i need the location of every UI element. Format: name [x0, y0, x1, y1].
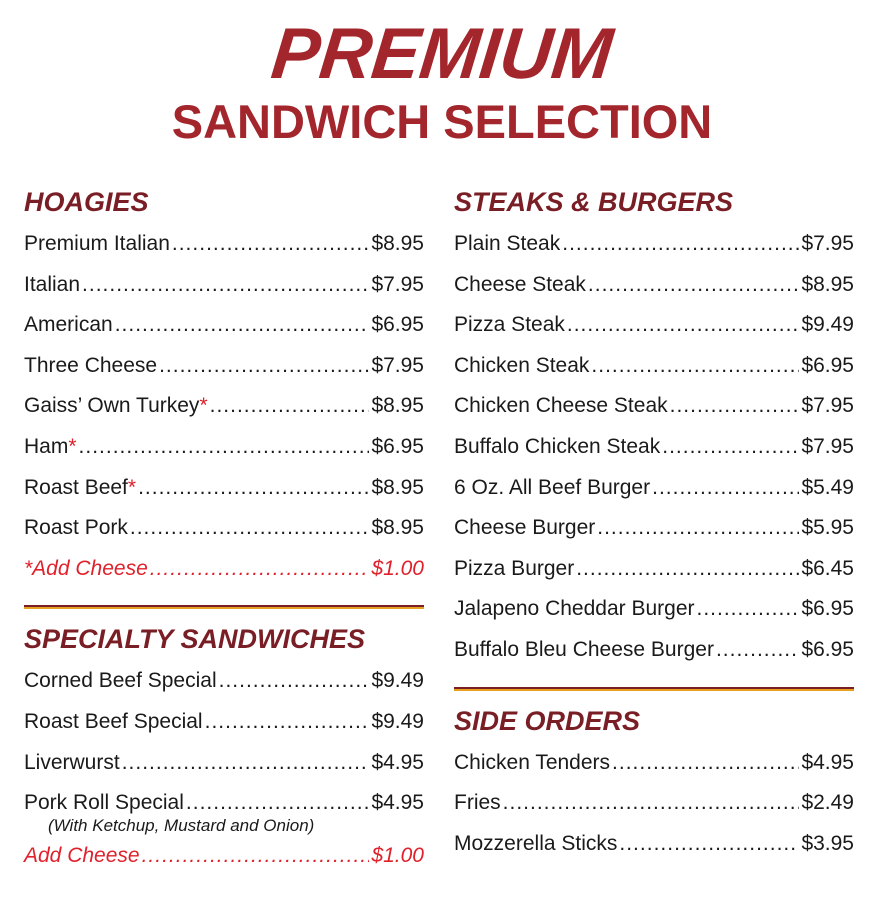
item-price: $5.49	[801, 475, 854, 499]
item-price: $8.95	[371, 394, 424, 418]
item-price: $2.49	[801, 791, 854, 815]
item-note: (With Ketchup, Mustard and Onion)	[48, 815, 315, 835]
item-name: Roast Pork	[24, 516, 128, 540]
item-name: Ham*	[24, 434, 77, 458]
item-name: Liverwurst	[24, 750, 120, 774]
dot-leader	[138, 468, 369, 508]
menu-item	[24, 265, 424, 306]
dot-leader	[150, 549, 370, 589]
dot-leader	[562, 224, 799, 264]
item-price: $4.95	[371, 791, 424, 815]
addon-name: Add Cheese	[24, 843, 140, 867]
add-cheese-line	[24, 836, 424, 877]
dot-leader	[612, 743, 799, 783]
item-price: $3.95	[801, 831, 854, 855]
menu-item	[24, 305, 424, 346]
item-name: 6 Oz. All Beef Burger	[454, 475, 651, 499]
item-price: $4.95	[801, 750, 854, 774]
menu-item	[454, 743, 854, 784]
section-title-steaks: STEAKS & BURGERS	[454, 187, 734, 217]
menu-item	[454, 468, 854, 509]
dot-leader	[576, 549, 799, 589]
item-name: Pork Roll Special	[24, 791, 184, 815]
dot-leader	[172, 224, 370, 264]
dot-leader	[142, 836, 370, 876]
item-price: $6.95	[801, 637, 854, 661]
section-title-specialty: SPECIALTY SANDWICHES	[24, 624, 366, 655]
item-price: $9.49	[801, 313, 854, 337]
item-price: $8.95	[371, 232, 424, 255]
item-name: Mozzerella Sticks	[454, 831, 618, 855]
dot-leader	[662, 427, 799, 467]
menu-item	[454, 427, 854, 468]
menu-item	[24, 702, 424, 743]
dot-leader	[670, 386, 800, 426]
section-divider	[454, 687, 854, 691]
addon-price: $1.00	[371, 843, 424, 867]
right-column	[454, 184, 854, 864]
item-name: Chicken Tenders	[454, 750, 611, 774]
menu-item	[454, 265, 854, 306]
item-name: Corned Beef Special	[24, 669, 217, 693]
dot-leader	[205, 702, 370, 742]
item-price: $6.95	[371, 313, 424, 337]
dot-leader	[159, 346, 369, 386]
menu-item	[454, 305, 854, 346]
dot-leader	[210, 386, 370, 426]
dot-leader	[79, 427, 370, 467]
item-price: $6.95	[371, 434, 424, 458]
section-divider	[24, 605, 424, 609]
dot-leader	[567, 305, 800, 345]
item-price: $8.95	[801, 272, 854, 296]
item-name: Premium Italian	[24, 232, 170, 255]
item-name: Roast Beef*	[24, 475, 137, 499]
menu-item	[454, 630, 854, 671]
item-name: Buffalo Bleu Cheese Burger	[454, 637, 714, 661]
item-name: American	[24, 313, 113, 337]
item-name: Buffalo Chicken Steak	[454, 434, 661, 458]
item-price: $8.95	[371, 475, 424, 499]
item-name: Fries	[454, 791, 501, 815]
item-price: $9.49	[371, 669, 424, 693]
dot-leader	[591, 346, 799, 386]
menu-item	[454, 549, 854, 590]
menu-item	[24, 346, 424, 387]
dot-leader	[130, 508, 370, 548]
item-name: Roast Beef Special	[24, 709, 203, 733]
dot-leader	[115, 305, 370, 345]
item-price: $7.95	[801, 232, 854, 255]
item-price: $8.95	[371, 516, 424, 540]
menu-item	[24, 224, 424, 265]
item-name: Plain Steak	[454, 232, 561, 255]
dot-leader	[503, 783, 800, 823]
dot-leader	[652, 468, 799, 508]
dot-leader	[619, 824, 799, 864]
menu-subtitle: SANDWICH SELECTION	[171, 95, 713, 148]
item-price: $7.95	[801, 394, 854, 418]
menu-item	[454, 824, 854, 865]
dot-leader	[697, 589, 800, 629]
item-name: Italian	[24, 272, 81, 296]
menu-title: PREMIUM	[267, 14, 617, 94]
menu-item	[24, 386, 424, 427]
menu-item	[454, 783, 854, 824]
dot-leader	[588, 265, 800, 305]
left-column	[24, 184, 424, 876]
item-name: Chicken Steak	[454, 353, 590, 377]
item-name: Jalapeno Cheddar Burger	[454, 597, 695, 621]
addon-price: $1.00	[371, 556, 424, 580]
dot-leader	[716, 630, 799, 670]
item-price: $6.45	[801, 556, 854, 580]
item-price: $5.95	[801, 516, 854, 540]
dot-leader	[219, 661, 370, 701]
item-price: $7.95	[371, 353, 424, 377]
item-price: $7.95	[801, 434, 854, 458]
menu-item	[454, 508, 854, 549]
addon-name: *Add Cheese	[24, 556, 148, 580]
menu-item	[24, 468, 424, 509]
item-name: Pizza Steak	[454, 313, 565, 337]
item-price: $9.49	[371, 709, 424, 733]
menu-item	[454, 224, 854, 265]
item-name: Gaiss’ Own Turkey*	[24, 394, 208, 418]
item-name: Chicken Cheese Steak	[454, 394, 668, 418]
menu-item	[24, 427, 424, 468]
item-name: Three Cheese	[24, 353, 158, 377]
item-price: $4.95	[371, 750, 424, 774]
item-name: Cheese Steak	[454, 272, 586, 296]
menu-item	[454, 386, 854, 427]
add-cheese-line	[24, 549, 424, 590]
menu-item	[454, 346, 854, 387]
item-name: Pizza Burger	[454, 556, 575, 580]
item-price: $7.95	[371, 272, 424, 296]
dot-leader	[122, 743, 370, 783]
menu-item	[24, 743, 424, 784]
menu-item	[24, 508, 424, 549]
item-price: $6.95	[801, 597, 854, 621]
dot-leader	[82, 265, 369, 305]
menu-item	[454, 589, 854, 630]
dot-leader	[597, 508, 799, 548]
menu-item	[24, 661, 424, 702]
section-title-hoagies: HOAGIES	[24, 187, 149, 217]
item-price: $6.95	[801, 353, 854, 377]
item-name: Cheese Burger	[454, 516, 596, 540]
section-title-sides: SIDE ORDERS	[454, 705, 641, 736]
